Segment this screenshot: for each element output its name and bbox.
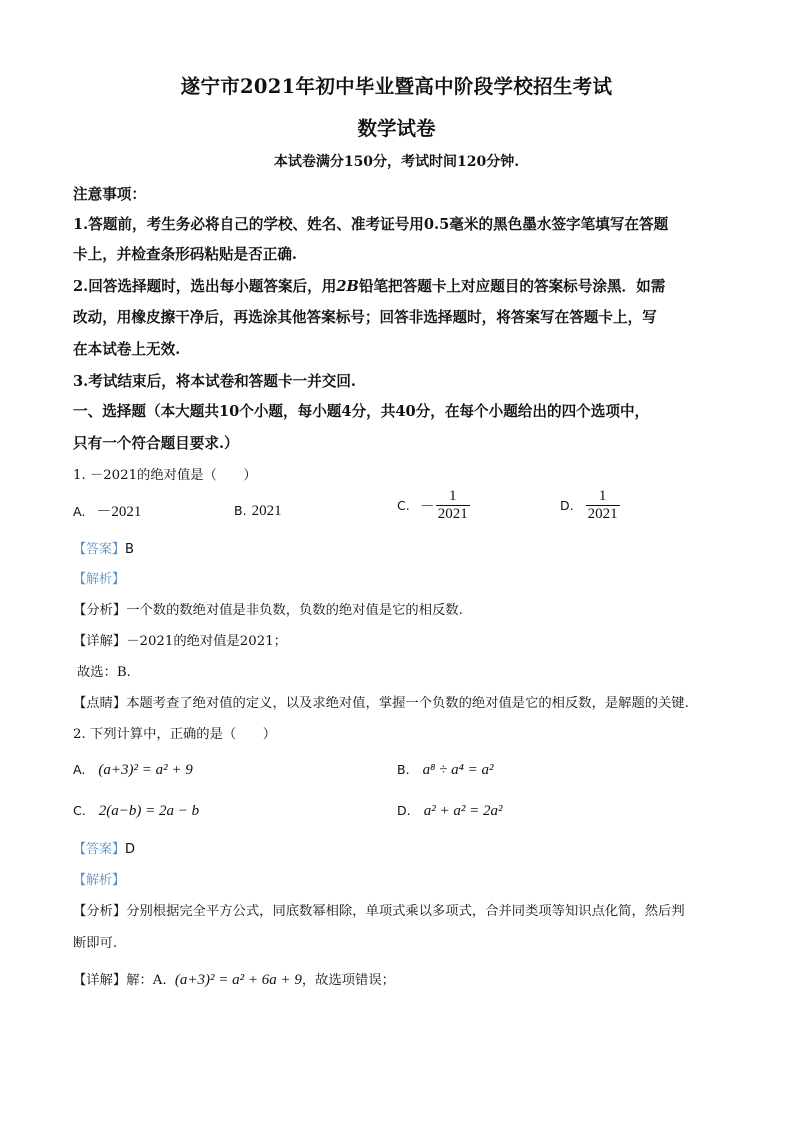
answer-value: D <box>125 842 136 857</box>
option-label: D. <box>397 803 411 818</box>
notice-item-3: 3.考试结束后，将本试卷和答题卡一并交回. <box>73 373 357 390</box>
option-label: C. <box>397 498 410 513</box>
notice-item-2-line-3: 在本试卷上无效. <box>73 341 181 358</box>
option-expression: 2(a−b) = 2a − b <box>98 803 200 819</box>
question-1-analysis-tag: 【解析】 <box>73 572 126 587</box>
notice-text: 2.回答选择题时，选出每小题答案后，用 <box>73 278 337 295</box>
numerator: 1 <box>448 488 457 504</box>
xiangjie-prefix: 解：A. <box>126 973 167 988</box>
xiangjie-expression: (a+3)² = a² + 6a + 9 <box>174 972 302 988</box>
option-value: －2021 <box>96 504 142 520</box>
notice-item-2-line-1 <box>73 275 665 296</box>
dianjing-tag: 【点睛】 <box>73 696 127 711</box>
answer-value: B <box>125 542 134 557</box>
section-heading-line-1: 一、选择题（本大题共10个小题，每小题4分，共40分，在每个小题给出的四个选项中， <box>73 403 650 420</box>
question-1-option-d <box>560 488 620 523</box>
answer-tag: 【答案】 <box>73 542 126 557</box>
question-2-xiangjie <box>73 969 395 989</box>
answer-tag: 【答案】 <box>73 842 126 857</box>
negative-sign: － <box>419 499 435 515</box>
exam-subtitle: 数学试卷 <box>357 117 436 140</box>
question-1-answer <box>73 538 134 557</box>
question-2-option-a <box>73 759 193 779</box>
fenxi-tag: 【分析】 <box>73 904 127 919</box>
pencil-grade: 2B <box>336 278 359 295</box>
option-label: A. <box>73 504 86 519</box>
question-2-stem: 2. 下列计算中，正确的是（ ） <box>73 727 277 742</box>
xiangjie-tag: 【详解】 <box>73 973 127 988</box>
section-heading-line-2: 只有一个符合题目要求.） <box>73 435 239 452</box>
notice-item-1-line-1: 1.答题前，考生务必将自己的学校、姓名、准考证号用0.5毫米的黑色墨水签字笔填写在答题 <box>73 216 669 233</box>
question-2-fenxi-line-2: 断即可. <box>73 936 118 951</box>
option-label: B. <box>397 762 410 777</box>
question-1-option-c <box>397 488 470 523</box>
xiangjie-text: －2021的绝对值是2021； <box>126 634 287 649</box>
question-2-answer <box>73 838 135 857</box>
fraction <box>436 488 470 523</box>
option-label: A. <box>73 762 86 777</box>
xiangjie-conclusion: ，故选项错误； <box>301 973 395 988</box>
question-1-stem: 1. －2021的绝对值是（ ） <box>73 468 257 483</box>
question-1-dianjing <box>73 692 689 711</box>
question-2-fenxi-line-1 <box>73 900 685 919</box>
option-value: 2021 <box>251 503 282 519</box>
option-expression: (a+3)² = a² + 9 <box>98 762 193 778</box>
notice-item-2-line-2: 改动，用橡皮擦干净后，再选涂其他答案标号；回答非选择题时，将答案写在答题卡上，写 <box>73 309 657 326</box>
question-1-fenxi <box>73 599 463 618</box>
notice-heading: 注意事项： <box>73 186 146 203</box>
denominator: 2021 <box>437 506 468 522</box>
fenxi-text: 一个数的数绝对值是非负数，负数的绝对值是它的相反数. <box>126 603 463 618</box>
numerator: 1 <box>598 488 607 504</box>
exam-title: 遂宁市2021年初中毕业暨高中阶段学校招生考试 <box>180 75 613 98</box>
question-1-xiangjie <box>73 630 287 649</box>
question-2-analysis-tag: 【解析】 <box>73 873 126 888</box>
fraction <box>586 488 620 523</box>
xiangjie-tag: 【详解】 <box>73 634 127 649</box>
option-expression: a⁸ ÷ a⁴ = a² <box>422 762 494 778</box>
notice-text: 铅笔把答题卡上对应题目的答案标号涂黑．如需 <box>358 278 666 295</box>
fenxi-text: 分别根据完全平方公式，同底数幂相除，单项式乘以多项式，合并同类项等知识点化简，然后判 <box>126 904 685 919</box>
question-2-option-d <box>397 800 502 820</box>
option-expression: a² + a² = 2a² <box>423 803 503 819</box>
question-1-option-b <box>234 500 282 520</box>
option-label: B. <box>234 503 247 518</box>
option-label: D. <box>560 498 574 513</box>
exam-meta: 本试卷满分150分，考试时间120分钟. <box>273 154 520 170</box>
notice-item-1-line-2: 卡上，并检查条形码粘贴是否正确. <box>73 246 297 263</box>
denominator: 2021 <box>587 506 618 522</box>
fenxi-tag: 【分析】 <box>73 603 127 618</box>
dianjing-text: 本题考查了绝对值的定义，以及求绝对值，掌握一个负数的绝对值是它的相反数，是解题的关键. <box>126 696 689 711</box>
question-2-option-b <box>397 759 493 779</box>
option-label: C. <box>73 803 86 818</box>
question-1-option-a <box>73 500 141 521</box>
question-1-final-choice: 故选：B. <box>77 665 131 680</box>
question-2-option-c <box>73 800 199 820</box>
